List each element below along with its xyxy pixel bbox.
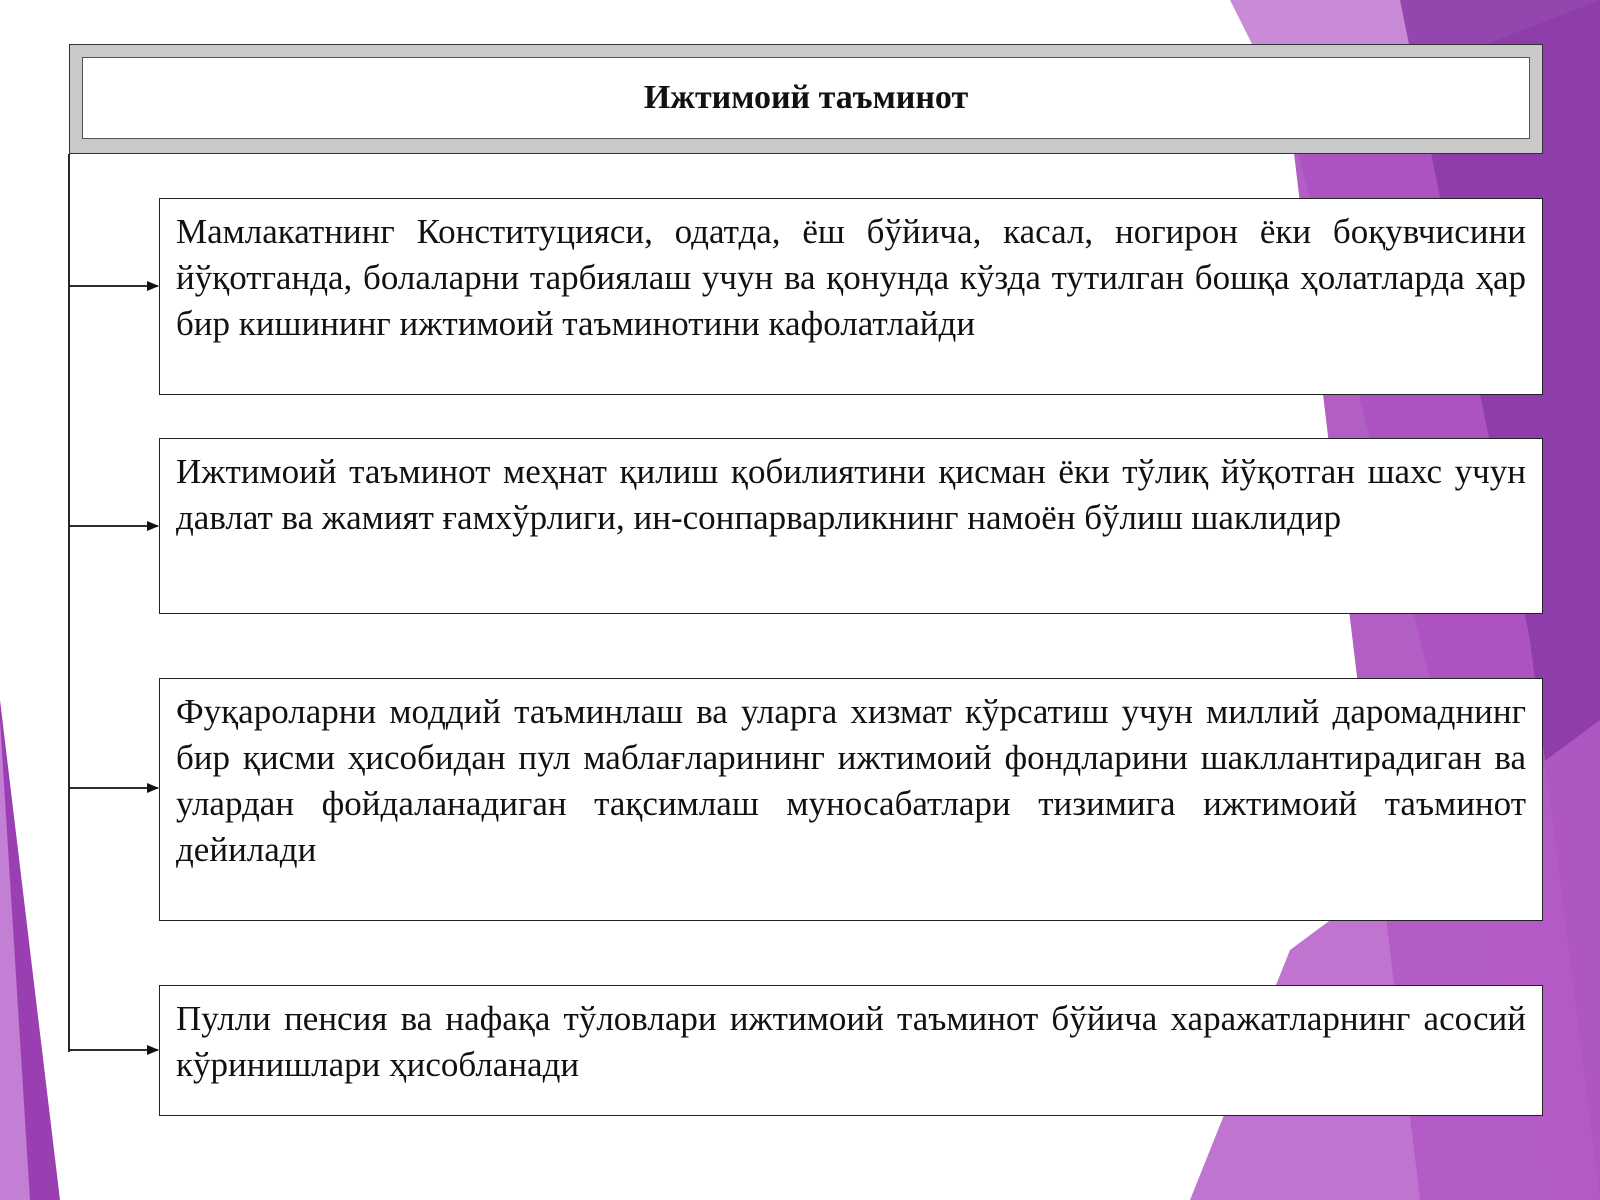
definition-box-3: [159, 678, 1543, 921]
definition-box-2: [159, 438, 1543, 614]
title-inner: [82, 57, 1530, 139]
definition-box-4: [159, 985, 1543, 1116]
diagram-title: Ижтимоий таъминот: [643, 79, 969, 116]
title-box: [69, 44, 1543, 154]
definition-text-2: Ижтимоий таъминот меҳнат қилиш қобилиятини қисман ёки тўлиқ йўқотган шахс учун давлат ва жамият ғамхўрлиги, ин-сонпарварликнинг намоён бўлиш шаклидир: [176, 452, 1526, 537]
definition-box-1: [159, 198, 1543, 395]
definition-text-1: Мамлакатнинг Конституцияси, одатда, ёш бўйича, касал, ногирон ёки боқувчисини йўқотганда, болаларни тарбиялаш учун ва қонунда кўзда тутилган бошқа ҳолатларда ҳар бир кишининг ижтимоий таъминотини кафолатлайди: [176, 212, 1526, 343]
definition-text-3: Фуқароларни моддий таъминлаш ва уларга хизмат кўрсатиш учун миллий даромаднинг бир қисми ҳисобидан пул маблағларининг ижтимоий фондларини шакллантирадиган ва улардан фойдаланадиган тақсимлаш муносабатлари тизимига ижтимоий таъминот дейилади: [176, 692, 1526, 869]
definition-text-4: Пулли пенсия ва нафақа тўловлари ижтимоий таъминот бўйича харажатларнинг асосий кўринишлари ҳисобланади: [176, 999, 1526, 1084]
